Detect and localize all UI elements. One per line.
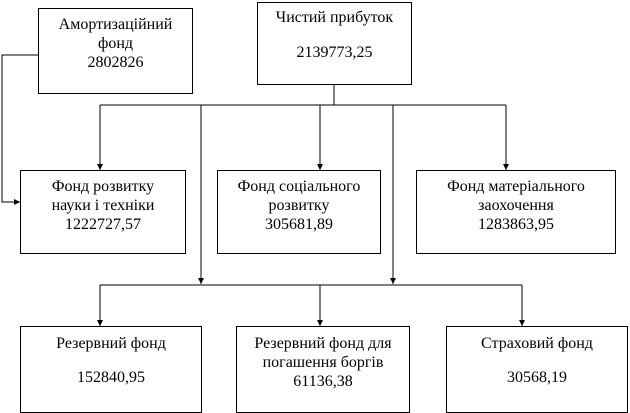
net-profit-box bbox=[257, 2, 412, 85]
material-fund-value: 1283863,95 bbox=[478, 216, 554, 233]
material-fund-title: Фонд матеріального заохочення bbox=[447, 178, 585, 214]
science-fund-title: Фонд розвитку науки і техніки bbox=[51, 178, 155, 214]
insurance-fund-value: 30568,19 bbox=[507, 369, 567, 386]
insurance-fund-title: Страховий фонд bbox=[481, 335, 593, 352]
reserve-fund-box bbox=[20, 326, 202, 413]
reserve-fund-title: Резервний фонд bbox=[56, 335, 166, 352]
material-fund-box bbox=[416, 170, 616, 254]
social-fund-value: 305681,89 bbox=[265, 216, 333, 233]
amortization-fund-title: Амортизаційний фонд bbox=[58, 16, 173, 52]
net-profit-value: 2139773,25 bbox=[296, 44, 373, 61]
science-fund-box bbox=[20, 170, 186, 254]
insurance-fund-box bbox=[446, 326, 628, 413]
debt-reserve-fund-value: 61136,38 bbox=[293, 373, 353, 390]
amortization-fund-box bbox=[38, 8, 193, 94]
amortization-fund-value: 2802826 bbox=[87, 54, 144, 71]
debt-reserve-fund-title: Резервний фонд для погашення боргів bbox=[254, 335, 392, 371]
social-fund-title: Фонд соціального розвитку bbox=[237, 178, 361, 214]
debt-reserve-fund-box bbox=[236, 326, 410, 413]
social-fund-box bbox=[217, 170, 381, 254]
net-profit-title: Чистий прибуток bbox=[275, 9, 394, 26]
reserve-fund-value: 152840,95 bbox=[77, 369, 145, 386]
science-fund-value: 1222727,57 bbox=[65, 216, 141, 233]
